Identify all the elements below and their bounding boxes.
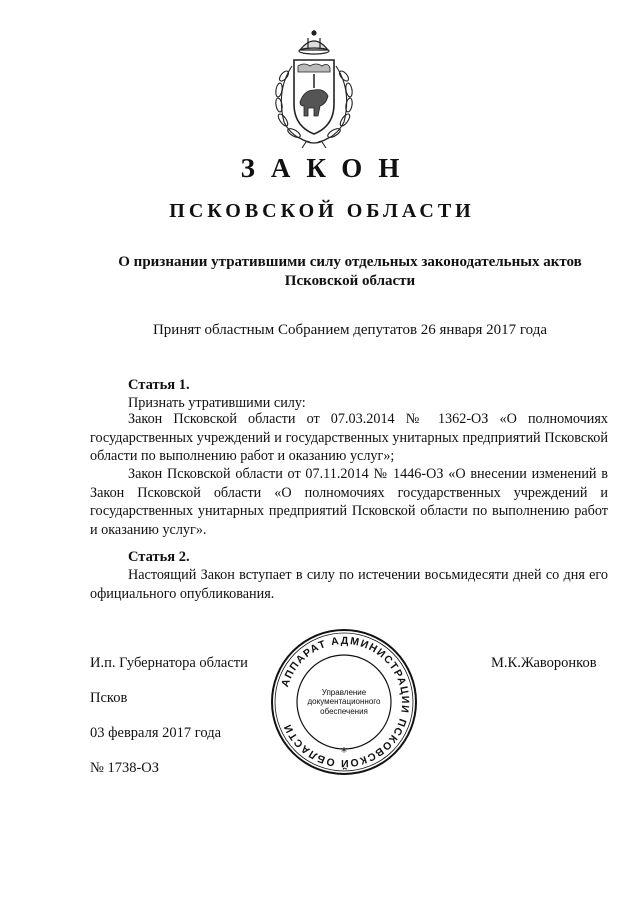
stamp-ring-text: АППАРАТ АДМИНИСТРАЦИИ ПСКОВСКОЙ ОБЛАСТИ bbox=[279, 634, 412, 770]
signatory-position: И.п. Губернатора области bbox=[90, 655, 248, 671]
stamp-center-line: обеспечения bbox=[320, 706, 368, 716]
stamp-center-line: документационного bbox=[307, 697, 381, 707]
official-stamp bbox=[270, 628, 418, 776]
coat-of-arms-emblem bbox=[270, 30, 358, 150]
stamp-center-line: Управление bbox=[321, 687, 367, 697]
stamp-center-text bbox=[270, 628, 418, 776]
article-1-title: Статья 1. bbox=[128, 377, 190, 393]
signing-date: 03 февраля 2017 года bbox=[90, 725, 222, 741]
article-1-intro: Признать утратившими силу: bbox=[128, 395, 306, 411]
subject-line-2: Псковской области bbox=[284, 273, 416, 289]
article-2-title: Статья 2. bbox=[128, 549, 190, 565]
stamp-star-mark: * bbox=[341, 745, 347, 759]
signatory-name: М.К.Жаворонков bbox=[491, 655, 597, 671]
law-number: № 1738-ОЗ bbox=[90, 760, 160, 776]
law-subject bbox=[90, 253, 610, 291]
article-1-item: Закон Псковской области от 07.03.2014 № 1362-ОЗ «О полномочиях государственных учреждений и государственных унитарных предприятий Псковской области по выполнению работ и оказанию услуг»; bbox=[90, 411, 608, 464]
adoption-note: Принят областным Собранием депутатов 26 января 2017 года bbox=[152, 322, 548, 338]
subject-line-1: О признании утратившими силу отдельных законодательных актов bbox=[118, 254, 582, 270]
article-1-item: Закон Псковской области от 07.11.2014 № 1446-ОЗ «О внесении изменений в Закон Псковской области «О полномочиях государственных учреждений и государственных унитарных предприятий Псковской области по выполнению работ и оказанию услуг». bbox=[90, 466, 608, 538]
region-heading: ПСКОВСКОЙ ОБЛАСТИ bbox=[169, 200, 475, 222]
law-heading: ЗАКОН bbox=[240, 153, 416, 183]
article-2-text: Настоящий Закон вступает в силу по истечении восьмидесяти дней со дня его официального опубликования. bbox=[90, 567, 608, 602]
signing-city: Псков bbox=[90, 690, 128, 706]
